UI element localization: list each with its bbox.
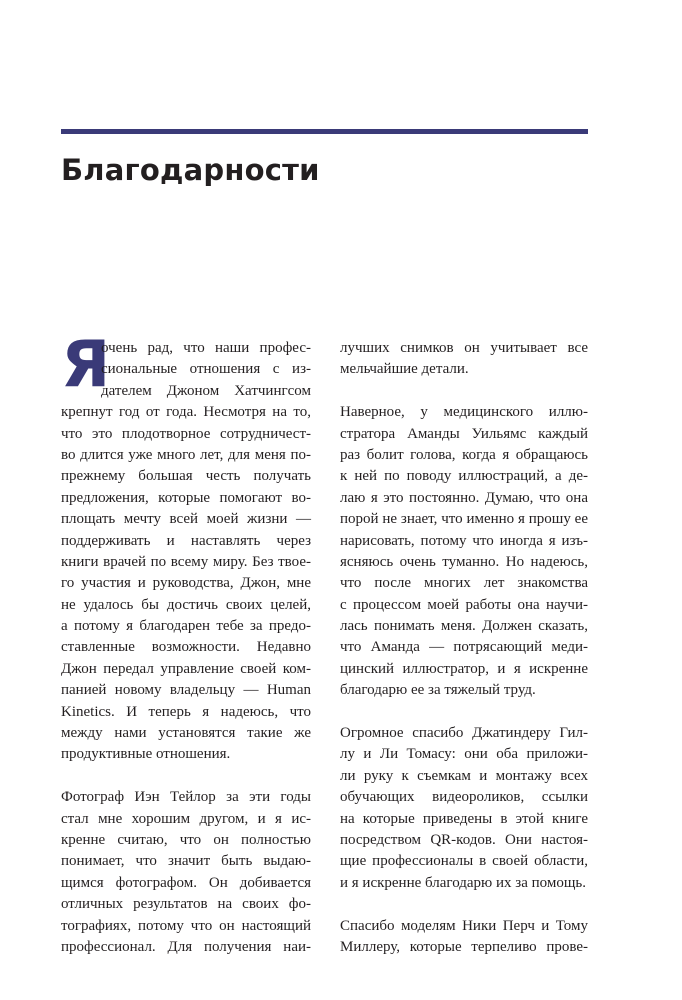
text-line: обучающих видеороликов, ссылки: [340, 789, 588, 806]
text-line: цинский иллюстратор, и я искренне: [340, 660, 588, 677]
text-line: посредством QR-кодов. Они настоя-: [340, 831, 588, 848]
text-line: между нами установятся такие же: [61, 725, 311, 742]
text-line: Спасибо моделям Ники Перч и Тому: [340, 917, 588, 934]
text-line: очень рад, что наши профес-: [101, 340, 311, 356]
text-line: а потому я благодарен тебе за предо-: [61, 618, 311, 635]
text-line: лу и Ли Томасу: они оба приложи-: [340, 746, 588, 763]
paragraph-models: [340, 916, 588, 959]
text-line: прежнему большая честь получать: [61, 468, 311, 485]
paragraph-illustrator: [340, 402, 588, 701]
left-column: [61, 338, 311, 958]
paragraph-video-team: [340, 723, 588, 894]
text-line: книги врачей по всему миру. Без твое-: [61, 553, 311, 570]
text-line: кренне считаю, что он полностью: [61, 831, 311, 848]
right-column: [340, 338, 588, 958]
text-line: благодарю ее за тяжелый труд.: [340, 682, 536, 699]
text-line: продуктивные отношения.: [61, 746, 231, 763]
text-line: предложения, которые помогают во-: [61, 489, 311, 506]
text-line: не удалось бы достичь своих целей,: [61, 596, 311, 613]
text-line: сиональные отношения с из-: [101, 361, 311, 378]
text-line: что это плодотворное сотрудничест-: [61, 425, 311, 442]
text-line: стратора Аманды Уильямс каждый: [340, 425, 588, 442]
text-line: тографиях, потому что он настоящий: [61, 917, 311, 934]
text-line: Kinetics. И теперь я надеюсь, что: [61, 703, 311, 720]
text-line: Наверное, у медицинского иллю-: [340, 404, 588, 421]
paragraph-photographer-cont: [340, 338, 588, 381]
text-line: Огромное спасибо Джатиндеру Гил-: [340, 725, 588, 742]
text-line: к ней по поводу иллюстраций, а де-: [340, 468, 588, 485]
text-line: поддерживать и наставлять через: [61, 532, 311, 549]
text-line: панией новому владельцу — Human: [61, 682, 311, 699]
title-rule: [61, 129, 588, 134]
text-line: Джон передал управление своей ком-: [61, 660, 311, 677]
text-line: лаю я это постоянно. Думаю, что она: [340, 489, 588, 506]
text-line: Фотограф Иэн Тейлор за эти годы: [61, 789, 311, 806]
text-line: с процессом моей работы она научи-: [340, 596, 588, 613]
text-line: щие профессионалы в своей области,: [340, 853, 588, 870]
text-line: во длится уже много лет, для меня по-: [61, 446, 311, 463]
text-line: лучших снимков он учитывает все: [340, 340, 588, 356]
text-line: раз болит голова, когда я обращаюсь: [340, 446, 588, 463]
text-line: что после многих лет знакомства: [340, 575, 588, 592]
text-line: дателем Джоном Хатчингсом: [101, 382, 311, 399]
text-line: щимся фотографом. Он добивается: [61, 874, 311, 891]
text-line: го участия и руководства, Джон, мне: [61, 575, 311, 592]
text-line: Миллеру, которые терпеливо прове-: [340, 938, 588, 955]
text-line: нарисовать, потому что иногда я изъ-: [340, 532, 588, 549]
text-line: ли руку к съемкам и монтажу всех: [340, 767, 588, 784]
text-line: лась понимать меня. Должен сказать,: [340, 618, 588, 635]
text-line: стал мне хорошим другом, и я ис-: [61, 810, 311, 827]
text-line: мельчайшие детали.: [340, 361, 469, 378]
text-line: понимает, что значит быть выдаю-: [61, 853, 311, 870]
text-line: ставленные возможности. Недавно: [61, 639, 311, 656]
paragraph-intro: [61, 338, 311, 766]
text-line: отличных результатов на своих фо-: [61, 896, 311, 913]
text-line: ясняюсь очень туманно. Но надеюсь,: [340, 553, 588, 570]
drop-cap: Я: [61, 328, 111, 402]
paragraph-photographer: [61, 787, 311, 958]
text-line: крепнут год от года. Несмотря на то,: [61, 404, 311, 421]
text-line: порой не знает, что именно я прошу ее: [340, 511, 588, 528]
text-line: на которые приведены в этой книге: [340, 810, 588, 827]
text-line: профессионал. Для получения наи-: [61, 938, 311, 955]
text-line: площать мечту всей моей жизни —: [61, 511, 311, 528]
text-line: и я искренне благодарю их за помощь.: [340, 874, 586, 891]
text-line: что Аманда — потрясающий меди-: [340, 639, 588, 656]
page-title: Благодарности: [61, 153, 320, 187]
